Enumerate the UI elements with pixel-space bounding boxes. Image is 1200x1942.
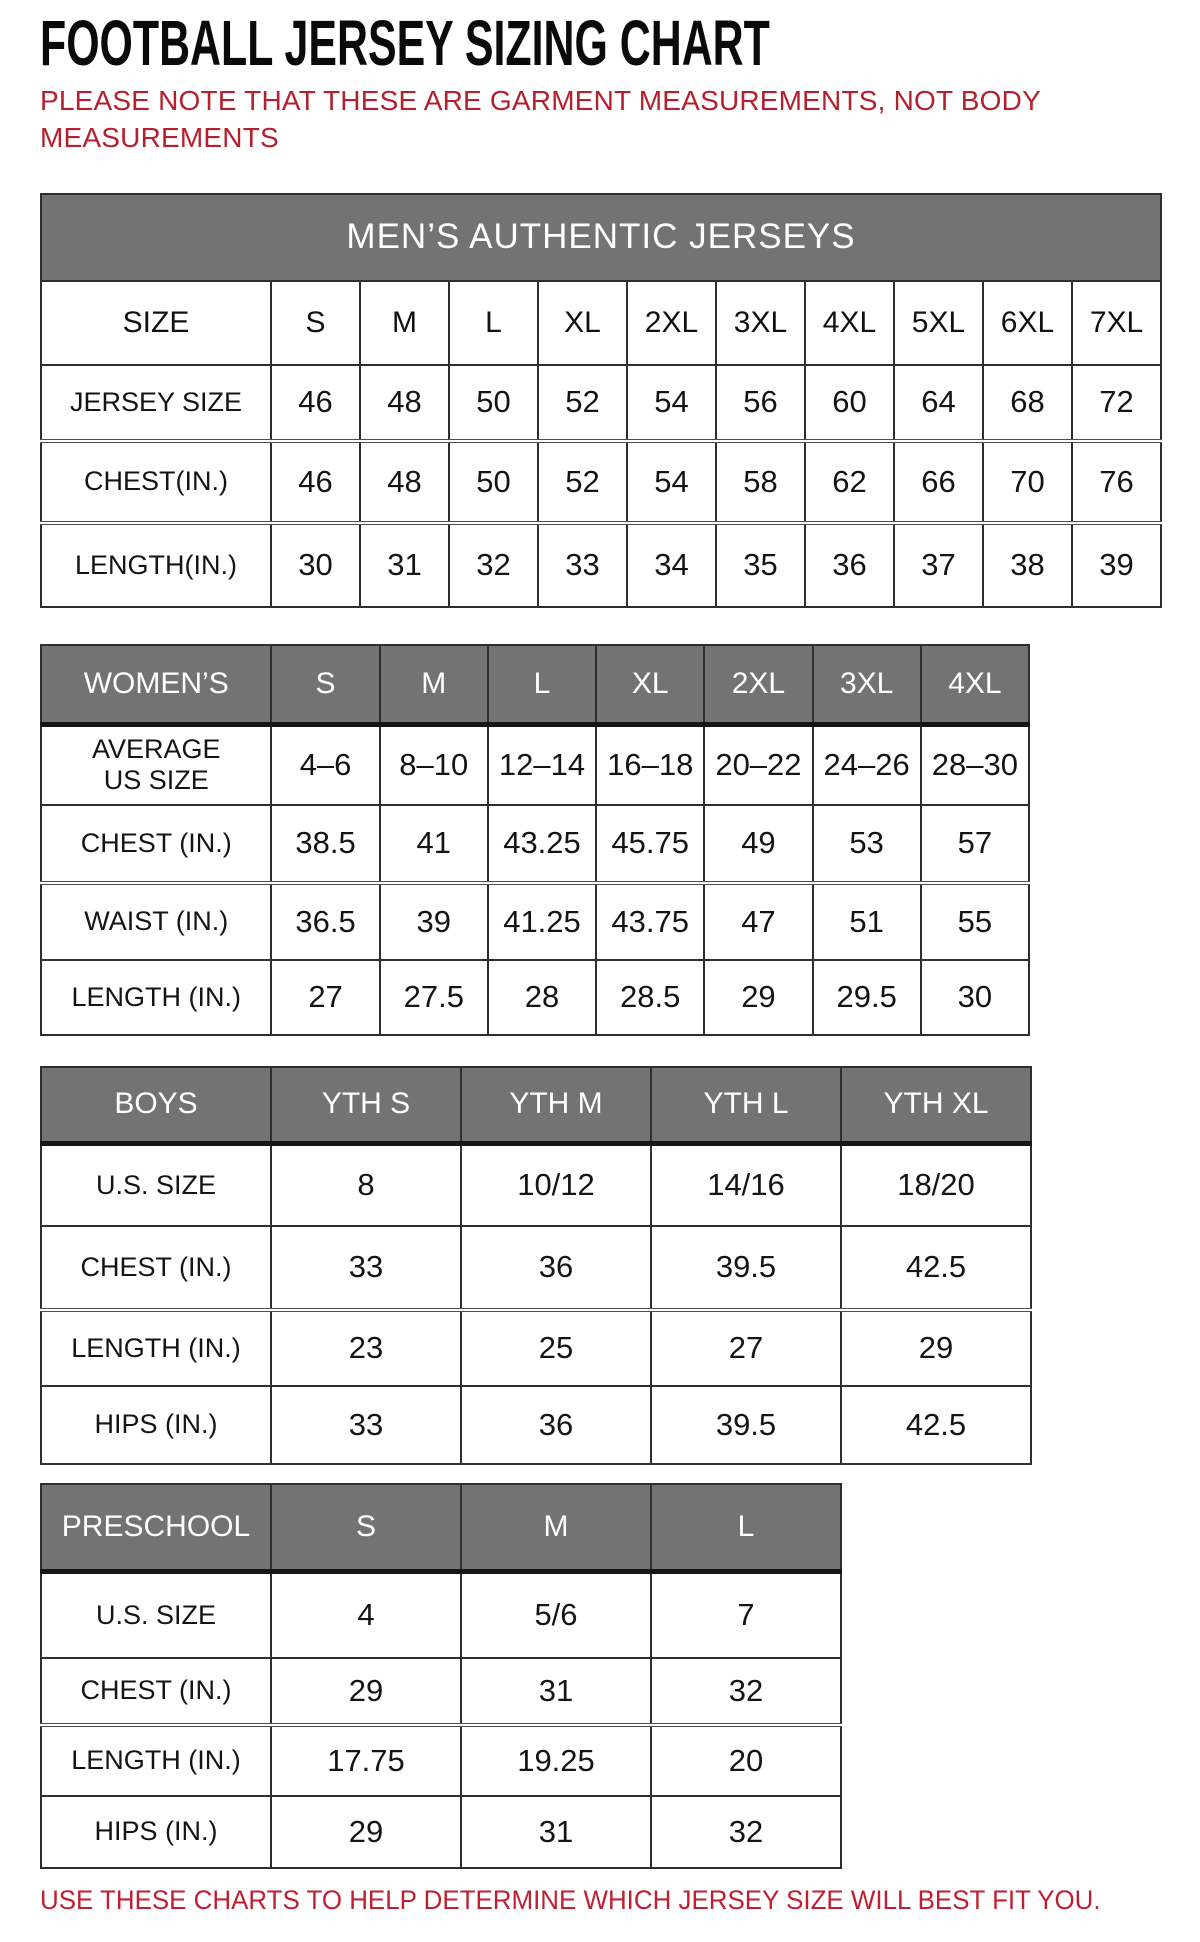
- row-label: CHEST(IN.): [41, 441, 271, 523]
- column-header: 4XL: [805, 281, 894, 365]
- size-value: 29: [704, 960, 812, 1035]
- size-value: 41.25: [488, 883, 596, 960]
- size-value: 28.5: [596, 960, 704, 1035]
- column-header: M: [360, 281, 449, 365]
- table-row: [41, 1725, 841, 1796]
- size-value: 39.5: [651, 1386, 841, 1464]
- size-value: 35: [716, 523, 805, 607]
- column-header: 4XL: [921, 645, 1029, 725]
- column-header: YTH L: [651, 1067, 841, 1144]
- table-row: [41, 1386, 1031, 1464]
- size-value: 42.5: [841, 1386, 1031, 1464]
- footer-note: USE THESE CHARTS TO HELP DETERMINE WHICH JERSEY SIZE WILL BEST FIT YOU.: [40, 1884, 1101, 1915]
- size-value: 39: [380, 883, 488, 960]
- womens-jerseys-table: [40, 644, 1030, 1036]
- size-value: 45.75: [596, 805, 704, 883]
- size-value: 33: [271, 1386, 461, 1464]
- size-value: 36: [461, 1226, 651, 1310]
- size-value: 60: [805, 365, 894, 441]
- row-label: LENGTH (IN.): [41, 1310, 271, 1386]
- size-value: 29: [841, 1310, 1031, 1386]
- size-value: 46: [271, 365, 360, 441]
- size-value: 27: [651, 1310, 841, 1386]
- size-value: 55: [921, 883, 1029, 960]
- size-value: 33: [538, 523, 627, 607]
- table-row: [41, 960, 1029, 1035]
- size-value: 62: [805, 441, 894, 523]
- row-label: CHEST (IN.): [41, 1658, 271, 1725]
- size-value: 29: [271, 1658, 461, 1725]
- table-row: [41, 1226, 1031, 1310]
- row-label: U.S. SIZE: [41, 1572, 271, 1658]
- column-header: 5XL: [894, 281, 983, 365]
- size-value: 52: [538, 365, 627, 441]
- size-value: 57: [921, 805, 1029, 883]
- size-value: 31: [360, 523, 449, 607]
- size-value: 68: [983, 365, 1072, 441]
- table-row: [41, 1144, 1031, 1226]
- table-row: [41, 883, 1029, 960]
- size-value: 47: [704, 883, 812, 960]
- size-value: 30: [271, 523, 360, 607]
- table-row: [41, 805, 1029, 883]
- column-header: YTH XL: [841, 1067, 1031, 1144]
- column-header: PRESCHOOL: [41, 1484, 271, 1572]
- table-banner-row: [41, 194, 1161, 281]
- row-label: HIPS (IN.): [41, 1796, 271, 1868]
- column-header: M: [380, 645, 488, 725]
- table-row: [41, 725, 1029, 805]
- size-value: 41: [380, 805, 488, 883]
- row-label: JERSEY SIZE: [41, 365, 271, 441]
- size-value: 8: [271, 1144, 461, 1226]
- row-label: LENGTH(IN.): [41, 523, 271, 607]
- size-value: 33: [271, 1226, 461, 1310]
- column-header: L: [449, 281, 538, 365]
- size-value: 36.5: [271, 883, 379, 960]
- mens-authentic-jerseys-table: [40, 193, 1162, 608]
- size-value: 27.5: [380, 960, 488, 1035]
- size-value: 29.5: [813, 960, 921, 1035]
- size-value: 32: [651, 1796, 841, 1868]
- size-value: 48: [360, 441, 449, 523]
- size-value: 43.25: [488, 805, 596, 883]
- size-value: 56: [716, 365, 805, 441]
- page-title: FOOTBALL JERSEY SIZING CHART: [40, 7, 770, 79]
- row-label: HIPS (IN.): [41, 1386, 271, 1464]
- table-row: [41, 1572, 841, 1658]
- size-value: 16–18: [596, 725, 704, 805]
- column-header: M: [461, 1484, 651, 1572]
- size-value: 31: [461, 1796, 651, 1868]
- table-row: [41, 441, 1161, 523]
- size-value: 5/6: [461, 1572, 651, 1658]
- column-header: XL: [596, 645, 704, 725]
- column-header: 3XL: [716, 281, 805, 365]
- table-header-row: [41, 1484, 841, 1572]
- size-value: 50: [449, 365, 538, 441]
- row-label: CHEST (IN.): [41, 1226, 271, 1310]
- column-header: S: [271, 645, 379, 725]
- table-header-row: [41, 1067, 1031, 1144]
- size-value: 4–6: [271, 725, 379, 805]
- boys-jerseys-table: [40, 1066, 1032, 1465]
- size-value: 28–30: [921, 725, 1029, 805]
- column-header: S: [271, 281, 360, 365]
- size-value: 39: [1072, 523, 1161, 607]
- table-row: [41, 1310, 1031, 1386]
- size-value: 8–10: [380, 725, 488, 805]
- size-value: 50: [449, 441, 538, 523]
- size-value: 7: [651, 1572, 841, 1658]
- table-header-row: [41, 281, 1161, 365]
- column-header: 2XL: [627, 281, 716, 365]
- size-value: 48: [360, 365, 449, 441]
- size-value: 23: [271, 1310, 461, 1386]
- column-header: SIZE: [41, 281, 271, 365]
- size-value: 19.25: [461, 1725, 651, 1796]
- size-value: 32: [449, 523, 538, 607]
- column-header: 7XL: [1072, 281, 1161, 365]
- size-value: 64: [894, 365, 983, 441]
- size-value: 29: [271, 1796, 461, 1868]
- size-value: 17.75: [271, 1725, 461, 1796]
- size-value: 42.5: [841, 1226, 1031, 1310]
- size-value: 58: [716, 441, 805, 523]
- column-header: WOMEN’S: [41, 645, 271, 725]
- size-value: 12–14: [488, 725, 596, 805]
- size-value: 46: [271, 441, 360, 523]
- row-label: U.S. SIZE: [41, 1144, 271, 1226]
- row-label: LENGTH (IN.): [41, 1725, 271, 1796]
- size-value: 37: [894, 523, 983, 607]
- row-label: LENGTH (IN.): [41, 960, 271, 1035]
- size-value: 39.5: [651, 1226, 841, 1310]
- size-value: 34: [627, 523, 716, 607]
- column-header: YTH M: [461, 1067, 651, 1144]
- column-header: L: [651, 1484, 841, 1572]
- garment-measurement-note: PLEASE NOTE THAT THESE ARE GARMENT MEASUREMENTS, NOT BODY MEASUREMENTS: [40, 84, 1041, 153]
- size-value: 27: [271, 960, 379, 1035]
- row-label: [41, 725, 271, 805]
- size-value: 36: [805, 523, 894, 607]
- size-value: 30: [921, 960, 1029, 1035]
- size-value: 31: [461, 1658, 651, 1725]
- column-header: S: [271, 1484, 461, 1572]
- row-label: WAIST (IN.): [41, 883, 271, 960]
- size-value: 54: [627, 441, 716, 523]
- table-row: [41, 523, 1161, 607]
- table-row: [41, 1796, 841, 1868]
- size-value: 53: [813, 805, 921, 883]
- size-value: 20: [651, 1725, 841, 1796]
- column-header: YTH S: [271, 1067, 461, 1144]
- size-value: 36: [461, 1386, 651, 1464]
- size-value: 38.5: [271, 805, 379, 883]
- column-header: XL: [538, 281, 627, 365]
- size-value: 43.75: [596, 883, 704, 960]
- mens-table-banner: MEN’S AUTHENTIC JERSEYS: [41, 194, 1161, 281]
- size-value: 66: [894, 441, 983, 523]
- size-value: 72: [1072, 365, 1161, 441]
- size-value: 76: [1072, 441, 1161, 523]
- table-row: [41, 365, 1161, 441]
- size-value: 18/20: [841, 1144, 1031, 1226]
- size-value: 70: [983, 441, 1072, 523]
- column-header: BOYS: [41, 1067, 271, 1144]
- size-value: 14/16: [651, 1144, 841, 1226]
- size-value: 52: [538, 441, 627, 523]
- table-row: [41, 1658, 841, 1725]
- size-value: 32: [651, 1658, 841, 1725]
- column-header: 6XL: [983, 281, 1072, 365]
- size-value: 20–22: [704, 725, 812, 805]
- size-value: 4: [271, 1572, 461, 1658]
- size-value: 54: [627, 365, 716, 441]
- size-value: 38: [983, 523, 1072, 607]
- preschool-jerseys-table: [40, 1483, 842, 1869]
- size-value: 25: [461, 1310, 651, 1386]
- size-value: 24–26: [813, 725, 921, 805]
- size-value: 10/12: [461, 1144, 651, 1226]
- size-value: 49: [704, 805, 812, 883]
- column-header: L: [488, 645, 596, 725]
- column-header: 2XL: [704, 645, 812, 725]
- size-value: 51: [813, 883, 921, 960]
- column-header: 3XL: [813, 645, 921, 725]
- table-header-row: [41, 645, 1029, 725]
- size-value: 28: [488, 960, 596, 1035]
- row-label-text: AVERAGE US SIZE: [91, 734, 221, 796]
- row-label: CHEST (IN.): [41, 805, 271, 883]
